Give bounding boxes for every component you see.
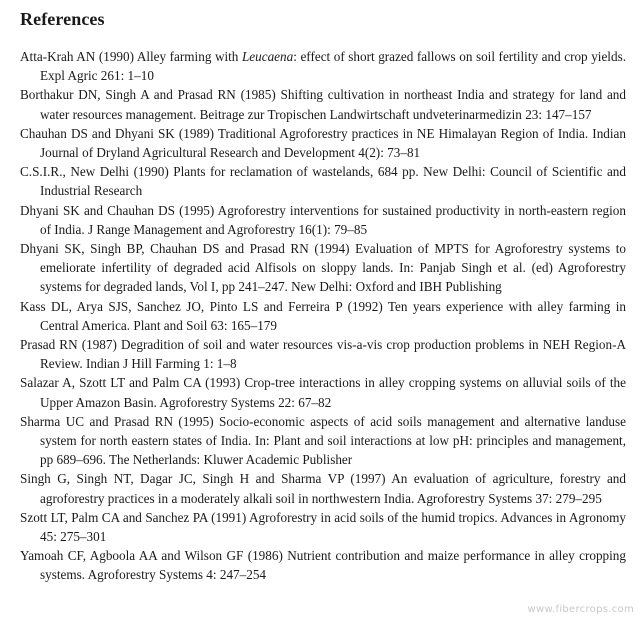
reference-item xyxy=(20,201,626,239)
reference-text: C.S.I.R., New Delhi (1990) Plants for reclamation of wastelands, 684 pp. New Delhi: Council of Scientific and Industrial Research xyxy=(20,164,626,199)
reference-text: Dhyani SK, Singh BP, Chauhan DS and Prasad RN (1994) Evaluation of MPTS for Agroforestry systems to emeliorate infertility of degraded acid Alfisols on sloppy lands. In: Panjab Singh et al. (ed) Agroforestry systems for degraded lands, Vol I, pp 241–247. New Delhi: Oxford and IBH Publishing xyxy=(20,241,626,295)
reference-item xyxy=(20,239,626,297)
page-title: References xyxy=(20,9,105,29)
watermark: www.fibercrops.com xyxy=(527,604,634,615)
reference-item xyxy=(20,162,626,200)
reference-text: Singh G, Singh NT, Dagar JC, Singh H and Sharma VP (1997) An evaluation of agriculture, forestry and agroforestry practices in a moderately alkali soil in northwestern India. Agroforestry Systems 37: 279–295 xyxy=(20,471,626,506)
reference-text: Sharma UC and Prasad RN (1995) Socio-economic aspects of acid soils management and alternative landuse system for north eastern states of India. In: Plant and soil interactions at low pH: principles and management, pp 689–696. The Netherlands: Kluwer Academic Publisher xyxy=(20,413,626,468)
reference-text: Salazar A, Szott LT and Palm CA (1993) Crop-tree interactions in alley cropping systems on alluvial soils of the Upper Amazon Basin. Agroforestry Systems 22: 67–82 xyxy=(20,375,626,410)
reference-item xyxy=(20,85,626,123)
reference-item xyxy=(20,335,626,373)
reference-item xyxy=(20,412,626,470)
reference-text: Borthakur DN, Singh A and Prasad RN (1985) Shifting cultivation in northeast India and strategy for land and water resources management. Beitrage zur Tropischen Landwirtschaft undveterinarmedizin 23: 147–157 xyxy=(20,87,626,122)
reference-text-tail: : effect of short grazed fallows on soil fertility and crop yields. Expl Agric 261: 1–10 xyxy=(40,49,626,84)
reference-item xyxy=(20,546,626,584)
reference-text: Kass DL, Arya SJS, Sanchez JO, Pinto LS and Ferreira P (1992) Ten years experience with alley farming in Central America. Plant and Soil 63: 165–179 xyxy=(20,298,626,333)
reference-item xyxy=(20,297,626,335)
reference-item xyxy=(20,469,626,507)
reference-item xyxy=(20,508,626,546)
reference-text: Chauhan DS and Dhyani SK (1989) Traditional Agroforestry practices in NE Himalayan Region of India. Indian Journal of Dryland Agricultural Research and Development 4(2): 73–81 xyxy=(20,125,626,161)
reference-item xyxy=(20,373,626,411)
reference-italic: Leucaena xyxy=(241,49,294,64)
reference-text: Yamoah CF, Agboola AA and Wilson GF (1986) Nutrient contribution and maize performance in alley cropping systems. Agroforestry Systems 4: 247–254 xyxy=(20,548,626,583)
reference-list xyxy=(20,47,626,585)
reference-text: Dhyani SK and Chauhan DS (1995) Agroforestry interventions for sustained productivity in north-eastern region of India. J Range Management and Agroforestry 16(1): 79–85 xyxy=(20,202,626,237)
reference-item xyxy=(20,124,626,162)
reference-text: Atta-Krah AN (1990) Alley farming with xyxy=(20,49,242,64)
reference-text: Szott LT, Palm CA and Sanchez PA (1991) Agroforestry in acid soils of the humid tropics. Advances in Agronomy 45: 275–301 xyxy=(20,509,626,545)
reference-text: Prasad RN (1987) Degradition of soil and water resources vis-a-vis crop production problems in NEH Region-A Review. Indian J Hill Farming 1: 1–8 xyxy=(20,337,626,372)
reference-item xyxy=(20,47,626,85)
